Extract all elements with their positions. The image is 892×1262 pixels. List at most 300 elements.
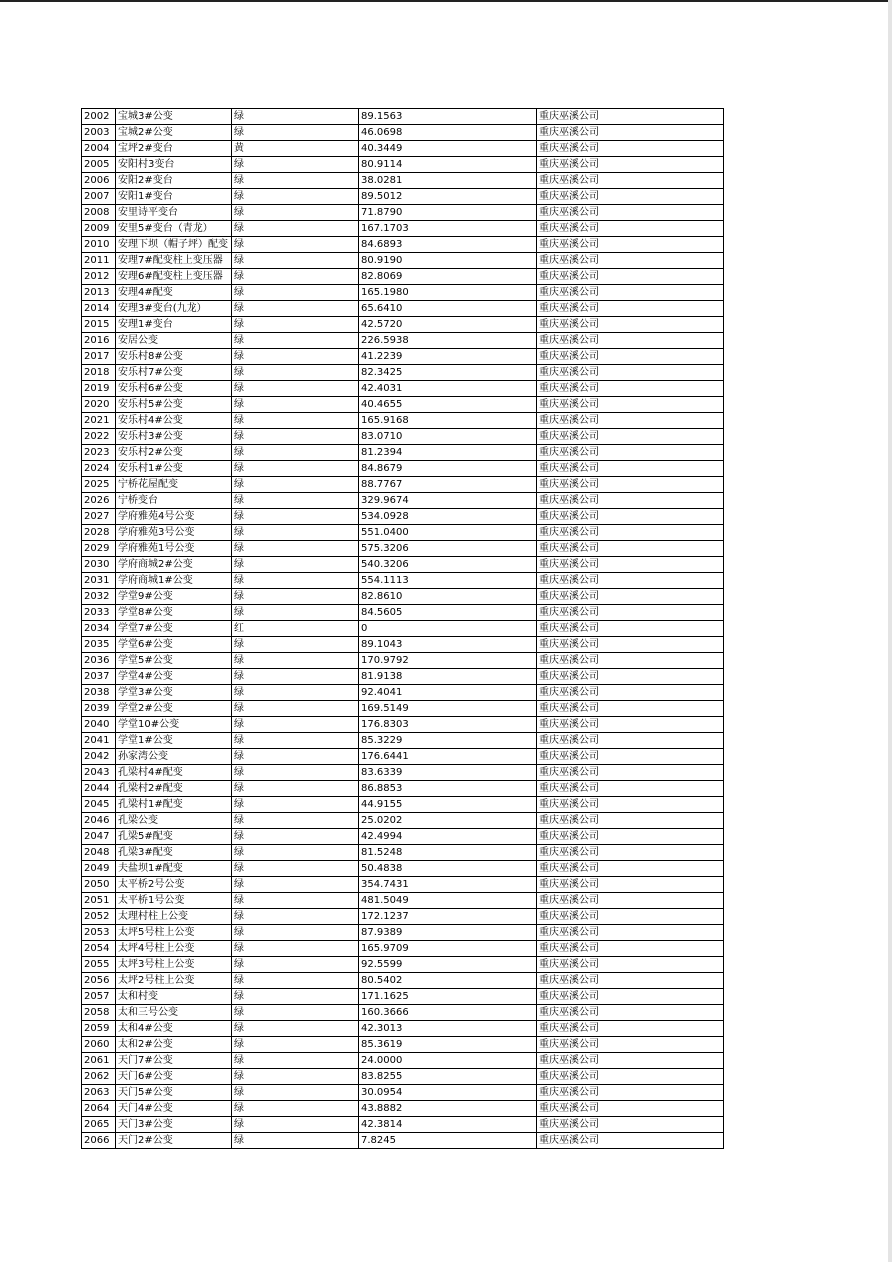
- cell-id: 2053: [82, 925, 116, 941]
- cell-transformer-name: 学堂9#公变: [116, 589, 232, 605]
- cell-value: 88.7767: [359, 477, 537, 493]
- cell-company: 重庆巫溪公司: [537, 781, 724, 797]
- cell-transformer-name: 安乐村4#公变: [116, 413, 232, 429]
- cell-value: 540.3206: [359, 557, 537, 573]
- cell-id: 2033: [82, 605, 116, 621]
- cell-transformer-name: 安乐村1#公变: [116, 461, 232, 477]
- page-top-border: [0, 0, 892, 2]
- cell-id: 2018: [82, 365, 116, 381]
- cell-value: 7.8245: [359, 1133, 537, 1149]
- cell-value: 83.6339: [359, 765, 537, 781]
- table-row: [82, 317, 724, 333]
- cell-transformer-name: 太坪3号柱上公变: [116, 957, 232, 973]
- cell-id: 2059: [82, 1021, 116, 1037]
- cell-company: 重庆巫溪公司: [537, 1133, 724, 1149]
- cell-value: 42.3814: [359, 1117, 537, 1133]
- cell-value: 554.1113: [359, 573, 537, 589]
- cell-company: 重庆巫溪公司: [537, 1101, 724, 1117]
- cell-company: 重庆巫溪公司: [537, 925, 724, 941]
- cell-company: 重庆巫溪公司: [537, 349, 724, 365]
- cell-value: 85.3619: [359, 1037, 537, 1053]
- cell-id: 2031: [82, 573, 116, 589]
- table-row: [82, 829, 724, 845]
- cell-id: 2020: [82, 397, 116, 413]
- cell-transformer-name: 太理村柱上公变: [116, 909, 232, 925]
- cell-transformer-name: 学堂4#公变: [116, 669, 232, 685]
- cell-status-color: 绿: [232, 925, 359, 941]
- table-row: [82, 813, 724, 829]
- cell-company: 重庆巫溪公司: [537, 1037, 724, 1053]
- cell-company: 重庆巫溪公司: [537, 1021, 724, 1037]
- table-row: [82, 109, 724, 125]
- cell-transformer-name: 安乐村6#公变: [116, 381, 232, 397]
- cell-transformer-name: 宁桥花屋配变: [116, 477, 232, 493]
- table-row: [82, 509, 724, 525]
- table-row: [82, 621, 724, 637]
- cell-status-color: 绿: [232, 989, 359, 1005]
- cell-id: 2013: [82, 285, 116, 301]
- table-row: [82, 749, 724, 765]
- cell-company: 重庆巫溪公司: [537, 989, 724, 1005]
- cell-id: 2027: [82, 509, 116, 525]
- table-row: [82, 205, 724, 221]
- table-row: [82, 269, 724, 285]
- cell-transformer-name: 学堂10#公变: [116, 717, 232, 733]
- table-row: [82, 989, 724, 1005]
- cell-transformer-name: 孔梁公变: [116, 813, 232, 829]
- cell-status-color: 绿: [232, 253, 359, 269]
- cell-transformer-name: 天门2#公变: [116, 1133, 232, 1149]
- table-row: [82, 301, 724, 317]
- cell-company: 重庆巫溪公司: [537, 717, 724, 733]
- cell-transformer-name: 安理下坝（帽子坪）配变: [116, 237, 232, 253]
- cell-value: 44.9155: [359, 797, 537, 813]
- cell-value: 83.8255: [359, 1069, 537, 1085]
- cell-value: 43.8882: [359, 1101, 537, 1117]
- cell-status-color: 绿: [232, 557, 359, 573]
- cell-status-color: 绿: [232, 525, 359, 541]
- cell-company: 重庆巫溪公司: [537, 893, 724, 909]
- cell-value: 534.0928: [359, 509, 537, 525]
- cell-transformer-name: 安阳2#变台: [116, 173, 232, 189]
- cell-company: 重庆巫溪公司: [537, 621, 724, 637]
- table-row: [82, 237, 724, 253]
- cell-value: 85.3229: [359, 733, 537, 749]
- cell-value: 80.9114: [359, 157, 537, 173]
- cell-company: 重庆巫溪公司: [537, 701, 724, 717]
- cell-status-color: 绿: [232, 1053, 359, 1069]
- cell-value: 165.9168: [359, 413, 537, 429]
- cell-id: 2057: [82, 989, 116, 1005]
- cell-id: 2004: [82, 141, 116, 157]
- cell-transformer-name: 安乐村7#公变: [116, 365, 232, 381]
- cell-value: 481.5049: [359, 893, 537, 909]
- table-body: [82, 109, 724, 1149]
- cell-id: 2037: [82, 669, 116, 685]
- cell-company: 重庆巫溪公司: [537, 909, 724, 925]
- table-row: [82, 893, 724, 909]
- cell-id: 2006: [82, 173, 116, 189]
- cell-id: 2055: [82, 957, 116, 973]
- cell-company: 重庆巫溪公司: [537, 637, 724, 653]
- cell-value: 226.5938: [359, 333, 537, 349]
- cell-value: 82.8610: [359, 589, 537, 605]
- cell-transformer-name: 学府雅苑3号公变: [116, 525, 232, 541]
- table-row: [82, 845, 724, 861]
- cell-company: 重庆巫溪公司: [537, 733, 724, 749]
- cell-status-color: 绿: [232, 397, 359, 413]
- cell-id: 2016: [82, 333, 116, 349]
- cell-id: 2003: [82, 125, 116, 141]
- cell-value: 41.2239: [359, 349, 537, 365]
- cell-transformer-name: 天门5#公变: [116, 1085, 232, 1101]
- cell-company: 重庆巫溪公司: [537, 173, 724, 189]
- cell-status-color: 绿: [232, 333, 359, 349]
- cell-status-color: 绿: [232, 653, 359, 669]
- cell-company: 重庆巫溪公司: [537, 141, 724, 157]
- cell-value: 87.9389: [359, 925, 537, 941]
- cell-value: 80.5402: [359, 973, 537, 989]
- cell-id: 2040: [82, 717, 116, 733]
- cell-value: 165.1980: [359, 285, 537, 301]
- cell-id: 2022: [82, 429, 116, 445]
- cell-id: 2035: [82, 637, 116, 653]
- cell-transformer-name: 孔梁村4#配变: [116, 765, 232, 781]
- cell-company: 重庆巫溪公司: [537, 669, 724, 685]
- cell-transformer-name: 天门4#公变: [116, 1101, 232, 1117]
- table-row: [82, 333, 724, 349]
- cell-id: 2032: [82, 589, 116, 605]
- table-row: [82, 765, 724, 781]
- cell-value: 71.8790: [359, 205, 537, 221]
- cell-status-color: 绿: [232, 477, 359, 493]
- cell-company: 重庆巫溪公司: [537, 653, 724, 669]
- cell-value: 169.5149: [359, 701, 537, 717]
- cell-id: 2062: [82, 1069, 116, 1085]
- table-row: [82, 957, 724, 973]
- cell-status-color: 绿: [232, 781, 359, 797]
- cell-status-color: 绿: [232, 285, 359, 301]
- cell-value: 167.1703: [359, 221, 537, 237]
- table-row: [82, 525, 724, 541]
- cell-status-color: 绿: [232, 205, 359, 221]
- cell-status-color: 绿: [232, 493, 359, 509]
- cell-value: 329.9674: [359, 493, 537, 509]
- cell-id: 2005: [82, 157, 116, 173]
- cell-status-color: 绿: [232, 813, 359, 829]
- cell-value: 80.9190: [359, 253, 537, 269]
- cell-transformer-name: 太和4#公变: [116, 1021, 232, 1037]
- cell-id: 2060: [82, 1037, 116, 1053]
- cell-company: 重庆巫溪公司: [537, 381, 724, 397]
- cell-company: 重庆巫溪公司: [537, 877, 724, 893]
- cell-company: 重庆巫溪公司: [537, 317, 724, 333]
- cell-value: 172.1237: [359, 909, 537, 925]
- table-row: [82, 605, 724, 621]
- cell-status-color: 绿: [232, 109, 359, 125]
- cell-status-color: 绿: [232, 541, 359, 557]
- cell-id: 2039: [82, 701, 116, 717]
- cell-value: 38.0281: [359, 173, 537, 189]
- cell-status-color: 绿: [232, 909, 359, 925]
- cell-status-color: 绿: [232, 717, 359, 733]
- cell-value: 176.8303: [359, 717, 537, 733]
- cell-id: 2051: [82, 893, 116, 909]
- cell-company: 重庆巫溪公司: [537, 477, 724, 493]
- cell-status-color: 绿: [232, 1101, 359, 1117]
- cell-status-color: 绿: [232, 1117, 359, 1133]
- cell-transformer-name: 太和2#公变: [116, 1037, 232, 1053]
- cell-company: 重庆巫溪公司: [537, 413, 724, 429]
- cell-company: 重庆巫溪公司: [537, 397, 724, 413]
- cell-status-color: 绿: [232, 573, 359, 589]
- cell-company: 重庆巫溪公司: [537, 429, 724, 445]
- table-row: [82, 429, 724, 445]
- cell-status-color: 绿: [232, 637, 359, 653]
- table-row: [82, 909, 724, 925]
- cell-status-color: 绿: [232, 733, 359, 749]
- cell-value: 89.1563: [359, 109, 537, 125]
- cell-value: 89.1043: [359, 637, 537, 653]
- cell-company: 重庆巫溪公司: [537, 1053, 724, 1069]
- cell-status-color: 绿: [232, 845, 359, 861]
- table-row: [82, 685, 724, 701]
- table-row: [82, 349, 724, 365]
- table-row: [82, 125, 724, 141]
- cell-value: 92.4041: [359, 685, 537, 701]
- cell-company: 重庆巫溪公司: [537, 573, 724, 589]
- cell-status-color: 绿: [232, 1069, 359, 1085]
- cell-status-color: 绿: [232, 797, 359, 813]
- cell-transformer-name: 安理3#变台(九龙）: [116, 301, 232, 317]
- cell-value: 42.5720: [359, 317, 537, 333]
- cell-id: 2017: [82, 349, 116, 365]
- cell-status-color: 绿: [232, 429, 359, 445]
- cell-company: 重庆巫溪公司: [537, 365, 724, 381]
- cell-transformer-name: 宝城3#公变: [116, 109, 232, 125]
- table-row: [82, 717, 724, 733]
- cell-id: 2064: [82, 1101, 116, 1117]
- cell-status-color: 绿: [232, 973, 359, 989]
- cell-value: 84.8679: [359, 461, 537, 477]
- cell-value: 86.8853: [359, 781, 537, 797]
- cell-value: 82.8069: [359, 269, 537, 285]
- table-row: [82, 1037, 724, 1053]
- cell-status-color: 绿: [232, 829, 359, 845]
- table-row: [82, 1085, 724, 1101]
- cell-company: 重庆巫溪公司: [537, 125, 724, 141]
- table-row: [82, 669, 724, 685]
- cell-company: 重庆巫溪公司: [537, 973, 724, 989]
- table-row: [82, 157, 724, 173]
- cell-transformer-name: 安乐村5#公变: [116, 397, 232, 413]
- cell-status-color: 绿: [232, 125, 359, 141]
- cell-company: 重庆巫溪公司: [537, 589, 724, 605]
- cell-value: 165.9709: [359, 941, 537, 957]
- cell-status-color: 绿: [232, 893, 359, 909]
- cell-value: 171.1625: [359, 989, 537, 1005]
- table-row: [82, 1101, 724, 1117]
- cell-company: 重庆巫溪公司: [537, 557, 724, 573]
- table-row: [82, 573, 724, 589]
- table-row: [82, 941, 724, 957]
- table-row: [82, 221, 724, 237]
- cell-status-color: 绿: [232, 941, 359, 957]
- cell-id: 2065: [82, 1117, 116, 1133]
- cell-status-color: 绿: [232, 1021, 359, 1037]
- table-row: [82, 637, 724, 653]
- table-row: [82, 653, 724, 669]
- cell-transformer-name: 安居公变: [116, 333, 232, 349]
- cell-transformer-name: 安理6#配变柱上变压器: [116, 269, 232, 285]
- cell-id: 2056: [82, 973, 116, 989]
- cell-transformer-name: 学府雅苑4号公变: [116, 509, 232, 525]
- cell-value: 0: [359, 621, 537, 637]
- cell-status-color: 绿: [232, 765, 359, 781]
- cell-status-color: 绿: [232, 589, 359, 605]
- cell-value: 354.7431: [359, 877, 537, 893]
- table-row: [82, 141, 724, 157]
- cell-transformer-name: 天门7#公变: [116, 1053, 232, 1069]
- cell-company: 重庆巫溪公司: [537, 1117, 724, 1133]
- cell-transformer-name: 安阳村3变台: [116, 157, 232, 173]
- cell-status-color: 绿: [232, 461, 359, 477]
- cell-company: 重庆巫溪公司: [537, 269, 724, 285]
- table-row: [82, 253, 724, 269]
- cell-id: 2042: [82, 749, 116, 765]
- table-row: [82, 445, 724, 461]
- cell-id: 2043: [82, 765, 116, 781]
- cell-id: 2023: [82, 445, 116, 461]
- table-row: [82, 1117, 724, 1133]
- cell-id: 2045: [82, 797, 116, 813]
- cell-transformer-name: 学堂5#公变: [116, 653, 232, 669]
- cell-company: 重庆巫溪公司: [537, 333, 724, 349]
- cell-transformer-name: 太坪4号柱上公变: [116, 941, 232, 957]
- table-row: [82, 1005, 724, 1021]
- cell-status-color: 绿: [232, 861, 359, 877]
- cell-value: 575.3206: [359, 541, 537, 557]
- cell-id: 2061: [82, 1053, 116, 1069]
- cell-status-color: 绿: [232, 301, 359, 317]
- cell-transformer-name: 孔梁村2#配变: [116, 781, 232, 797]
- cell-transformer-name: 天门3#公变: [116, 1117, 232, 1133]
- cell-company: 重庆巫溪公司: [537, 1085, 724, 1101]
- table-row: [82, 477, 724, 493]
- cell-id: 2034: [82, 621, 116, 637]
- cell-transformer-name: 学府商城1#公变: [116, 573, 232, 589]
- cell-transformer-name: 太坪2号柱上公变: [116, 973, 232, 989]
- cell-status-color: 绿: [232, 669, 359, 685]
- cell-company: 重庆巫溪公司: [537, 205, 724, 221]
- cell-company: 重庆巫溪公司: [537, 605, 724, 621]
- cell-status-color: 绿: [232, 509, 359, 525]
- cell-status-color: 绿: [232, 413, 359, 429]
- table-row: [82, 493, 724, 509]
- cell-company: 重庆巫溪公司: [537, 813, 724, 829]
- cell-id: 2054: [82, 941, 116, 957]
- cell-company: 重庆巫溪公司: [537, 285, 724, 301]
- cell-id: 2002: [82, 109, 116, 125]
- cell-company: 重庆巫溪公司: [537, 525, 724, 541]
- cell-company: 重庆巫溪公司: [537, 797, 724, 813]
- cell-transformer-name: 安里诗平变台: [116, 205, 232, 221]
- cell-id: 2021: [82, 413, 116, 429]
- cell-id: 2050: [82, 877, 116, 893]
- cell-company: 重庆巫溪公司: [537, 541, 724, 557]
- cell-id: 2058: [82, 1005, 116, 1021]
- cell-company: 重庆巫溪公司: [537, 765, 724, 781]
- cell-status-color: 绿: [232, 877, 359, 893]
- cell-status-color: 绿: [232, 1085, 359, 1101]
- cell-transformer-name: 宝坪2#变台: [116, 141, 232, 157]
- cell-company: 重庆巫溪公司: [537, 749, 724, 765]
- cell-value: 42.4994: [359, 829, 537, 845]
- cell-id: 2009: [82, 221, 116, 237]
- cell-transformer-name: 安乐村3#公变: [116, 429, 232, 445]
- table-row: [82, 397, 724, 413]
- cell-status-color: 绿: [232, 173, 359, 189]
- table-row: [82, 877, 724, 893]
- cell-id: 2029: [82, 541, 116, 557]
- cell-id: 2046: [82, 813, 116, 829]
- table-row: [82, 925, 724, 941]
- table-row: [82, 797, 724, 813]
- cell-transformer-name: 安里5#变台（青龙）: [116, 221, 232, 237]
- cell-transformer-name: 安乐村2#公变: [116, 445, 232, 461]
- cell-company: 重庆巫溪公司: [537, 509, 724, 525]
- cell-value: 160.3666: [359, 1005, 537, 1021]
- cell-company: 重庆巫溪公司: [537, 237, 724, 253]
- cell-company: 重庆巫溪公司: [537, 109, 724, 125]
- cell-value: 25.0202: [359, 813, 537, 829]
- table-row: [82, 781, 724, 797]
- cell-transformer-name: 太平桥1号公变: [116, 893, 232, 909]
- cell-transformer-name: 学府雅苑1号公变: [116, 541, 232, 557]
- cell-transformer-name: 学堂2#公变: [116, 701, 232, 717]
- table-row: [82, 973, 724, 989]
- cell-status-color: 绿: [232, 381, 359, 397]
- cell-id: 2024: [82, 461, 116, 477]
- cell-status-color: 绿: [232, 365, 359, 381]
- cell-transformer-name: 学府商城2#公变: [116, 557, 232, 573]
- cell-id: 2047: [82, 829, 116, 845]
- cell-value: 89.5012: [359, 189, 537, 205]
- cell-transformer-name: 学堂6#公变: [116, 637, 232, 653]
- cell-status-color: 绿: [232, 269, 359, 285]
- cell-status-color: 绿: [232, 445, 359, 461]
- cell-company: 重庆巫溪公司: [537, 861, 724, 877]
- cell-transformer-name: 安理4#配变: [116, 285, 232, 301]
- cell-status-color: 绿: [232, 221, 359, 237]
- cell-id: 2030: [82, 557, 116, 573]
- cell-company: 重庆巫溪公司: [537, 957, 724, 973]
- cell-id: 2008: [82, 205, 116, 221]
- cell-value: 92.5599: [359, 957, 537, 973]
- cell-company: 重庆巫溪公司: [537, 157, 724, 173]
- cell-id: 2038: [82, 685, 116, 701]
- cell-transformer-name: 孔梁3#配变: [116, 845, 232, 861]
- cell-value: 50.4838: [359, 861, 537, 877]
- cell-id: 2049: [82, 861, 116, 877]
- cell-id: 2019: [82, 381, 116, 397]
- cell-id: 2048: [82, 845, 116, 861]
- cell-value: 82.3425: [359, 365, 537, 381]
- cell-status-color: 绿: [232, 701, 359, 717]
- cell-value: 24.0000: [359, 1053, 537, 1069]
- table-row: [82, 365, 724, 381]
- cell-id: 2010: [82, 237, 116, 253]
